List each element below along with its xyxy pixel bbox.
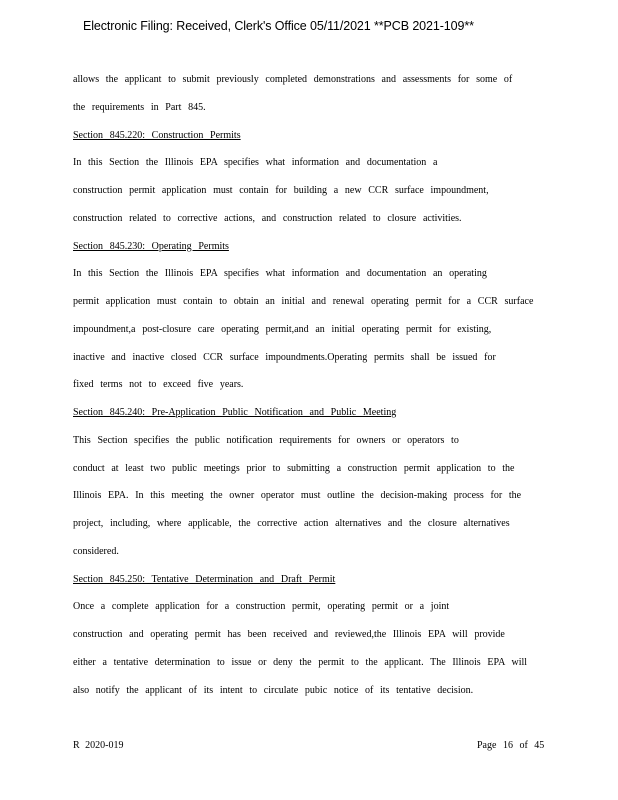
document-body <box>73 70 553 708</box>
body-line: either a tentative determination to issue or deny the permit to the applicant. The Illinois EPA will <box>73 656 528 668</box>
body-line: inactive and inactive closed CCR surface impoundments.Operating permits shall be issued for <box>73 351 496 363</box>
body-line: project, including, where applicable, the corrective action alternatives and the closure alternatives <box>73 518 510 529</box>
section-heading-845-230: Section 845.230: Operating Permits <box>73 240 229 252</box>
body-line: conduct at least two public meetings prior to submitting a construction permit application to the <box>73 462 515 474</box>
body-line: In this Section the Illinois EPA specifies what information and documentation a <box>73 157 438 169</box>
body-line: impoundment,a post-closure care operating permit,and an initial operating permit for existing, <box>73 323 492 335</box>
body-line: the requirements in Part 845. <box>73 101 206 113</box>
body-line: considered. <box>73 545 119 557</box>
docket-number: R 2020-019 <box>73 740 124 751</box>
section-heading-845-240: Section 845.240: Pre-Application Public Notification and Public Meeting <box>73 407 397 418</box>
section-heading-845-220: Section 845.220: Construction Permits <box>73 129 241 141</box>
body-line: fixed terms not to exceed five years. <box>73 379 244 391</box>
body-line: allows the applicant to submit previously completed demonstrations and assessments for some of <box>73 74 513 85</box>
body-line: In this Section the Illinois EPA specifies what information and documentation an operating <box>73 268 487 280</box>
body-line: This Section specifies the public notification requirements for owners or operators to <box>73 434 459 446</box>
body-line: construction permit application must contain for building a new CCR surface impoundment, <box>73 185 489 196</box>
page-number: Page 16 of 45 <box>477 740 545 751</box>
body-line: permit application must contain to obtain an initial and renewal operating permit for a CCR surface <box>73 296 534 307</box>
body-line: construction and operating permit has been received and reviewed,the Illinois EPA will provide <box>73 629 505 640</box>
section-heading-845-250: Section 845.250: Tentative Determination and Draft Permit <box>73 573 336 585</box>
filing-stamp-header: Electronic Filing: Received, Clerk's Office 05/11/2021 **PCB 2021-109** <box>83 19 474 33</box>
body-line: Illinois EPA. In this meeting the owner operator must outline the decision-making process for the <box>73 490 522 502</box>
body-line: also notify the applicant of its intent to circulate pubic notice of its tentative decision. <box>73 684 474 696</box>
body-line: construction related to corrective actions, and construction related to closure activities. <box>73 212 462 224</box>
body-line: Once a complete application for a construction permit, operating permit or a joint <box>73 601 450 613</box>
